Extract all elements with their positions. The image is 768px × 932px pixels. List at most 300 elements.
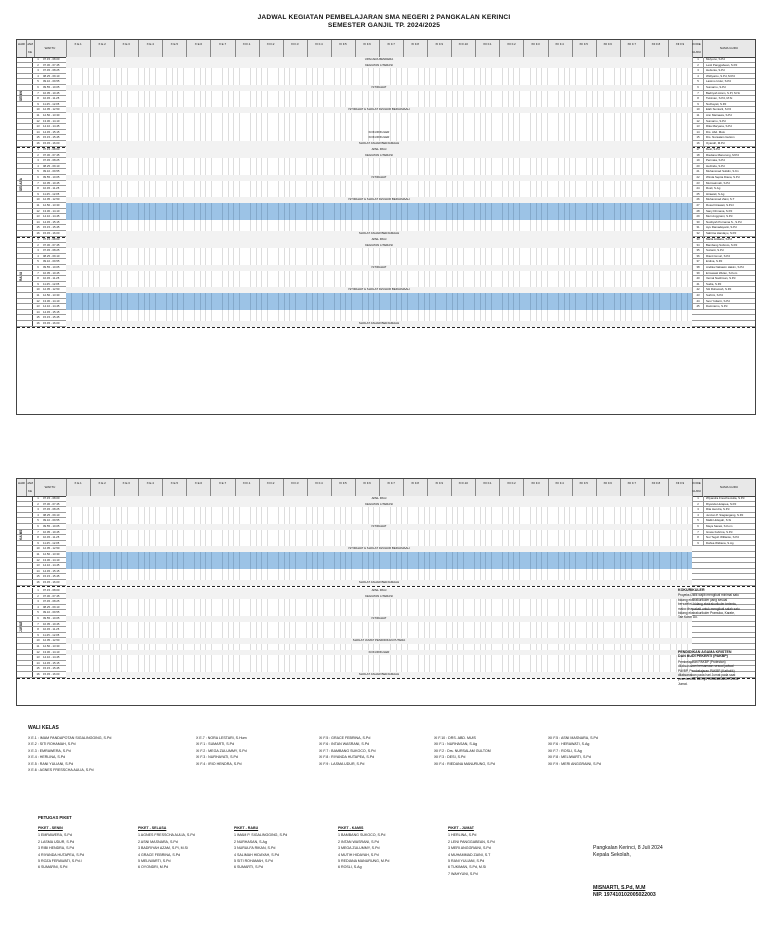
teacher-name: Nur Tegoh Willianto, S.Pd — [703, 535, 755, 541]
row-time: 13.30 - 14.10 — [43, 208, 60, 213]
day-name-rabu: RABU — [19, 272, 23, 282]
row-time: 15.15 - 15.45 — [43, 574, 60, 579]
piket-item: 5 ROZA FERAWATI, S.Pd.I — [38, 859, 82, 864]
wali-kelas-item: X E.6 : AGNES FRESSCHA AULIA, S.Pd — [28, 768, 94, 773]
class-header: XI F.3 — [283, 40, 308, 57]
piket-title: PETUGAS PIKET — [38, 815, 72, 820]
row-number: 9 — [37, 191, 39, 196]
row-number: 3 — [37, 507, 39, 512]
teacher-name: Vernal Nadirman, S.Pd — [703, 276, 755, 282]
teacher-number: 23 — [692, 181, 703, 187]
row-number: 2 — [37, 152, 39, 157]
row-number: 10 — [36, 546, 40, 551]
row-number: 12 — [36, 557, 40, 562]
row-time: 09.10 - 09.55 — [43, 79, 60, 84]
class-header: XI F.1 — [235, 40, 260, 57]
class-header: X E.5 — [162, 40, 187, 57]
band-label: KOKURIKULER — [368, 129, 390, 134]
row-number: 10 — [36, 287, 40, 292]
piket-item: 1 IMAM P. SIGALINGGING, S.Pd — [234, 833, 288, 838]
piket-item: 7 WAHYUNI, S.Pd — [448, 871, 478, 876]
row-time: 07.30 - 07.45 — [43, 593, 60, 598]
row-time: 10.05 - 10.45 — [43, 621, 60, 626]
teacher-number: 45 — [692, 304, 703, 310]
piket-item: 5 REDIANA MANURUNG, M.Pd — [338, 859, 390, 864]
row-time: 12.50 - 13.30 — [43, 552, 60, 556]
piket-item: 4 RIYANDA HUTAPEA, S.Pd — [38, 852, 84, 857]
wali-kelas-item: XII F.1 : NURHASAN, S.Ag — [434, 742, 478, 747]
row-number: 15 — [36, 666, 40, 671]
row-number: 5 — [37, 259, 39, 264]
wali-kelas-item: XI F.8 : RIYANDA HUTAPEA, S.Pd — [319, 755, 375, 760]
piket-item: 4 SALIMAH HIDAYAH, S.Pd — [234, 852, 280, 857]
teacher-number: 1 — [692, 57, 703, 63]
piket-item: 3 MERI ANGGRAINI, S.Pd — [448, 846, 491, 851]
class-header: X E.4 — [138, 479, 163, 496]
teacher-name: Hirawati, S.Ag — [703, 192, 755, 198]
teacher-name: Jenzan P. Siagiangang, S.Pd — [703, 513, 755, 519]
row-number: 16 — [36, 580, 40, 584]
row-number: 16 — [36, 321, 40, 325]
class-header: XII F.7 — [620, 479, 645, 496]
wali-kelas-item: XI F.4 : IRIO HENDRA, S.Pd — [196, 761, 242, 766]
class-header: XI F.8 — [403, 479, 428, 496]
piket-item: 4 MUTIH HIDAYAH, S.Pd — [338, 852, 379, 857]
row-time: 08.25 - 09.10 — [43, 163, 60, 168]
class-header: XI F.9 — [427, 40, 452, 57]
header-kode-guru-2: KODE GURU — [691, 479, 703, 496]
row-number: 13 — [36, 655, 40, 660]
row-time: 12.05 - 12.50 — [43, 197, 60, 202]
row-time: 10.45 - 11.25 — [43, 535, 60, 540]
class-header: XII F.9 — [668, 479, 693, 496]
band-label: ISTIRAHAT & SHOLAT DZUHUR BERJAMAAH — [348, 546, 410, 551]
teacher-number: 4 — [692, 513, 703, 519]
row-time: 08.25 - 09.10 — [43, 512, 60, 517]
teacher-name: Ayu Ramadayanti, S.Pd — [703, 225, 755, 231]
teacher-number: 10 — [692, 107, 703, 113]
row-number: 12 — [36, 649, 40, 654]
row-number: 4 — [37, 604, 39, 609]
piket-item: 1 BAMBANG SUKOCO, S.Pd — [338, 833, 386, 838]
row-number: 15 — [36, 135, 40, 140]
band-label: APEL PAGI — [371, 496, 387, 500]
teacher-number: 15 — [692, 135, 703, 141]
piket-item: 2 NURHASAN, S.Ag — [234, 839, 267, 844]
piket-item: 6 SUMARNI, S.Pd — [38, 865, 68, 870]
row-number: 12 — [36, 298, 40, 303]
wali-kelas-item: XI F.2 : MEGA ZULUMMY, S.Pd — [196, 748, 247, 753]
row-time: 09.55 - 10.05 — [43, 175, 60, 179]
teacher-name: Sumarno, S.Pd — [703, 119, 755, 125]
wali-kelas-col-5 — [548, 735, 601, 767]
wali-kelas-item: X E.1 : IMAM PANDAPOTAN SIGALINGGING, S.Pd — [28, 736, 112, 740]
class-header: XI F.7 — [379, 40, 404, 57]
class-header: XI F.2 — [259, 479, 284, 496]
header-nama-guru-2: NAMA GURU — [719, 485, 739, 489]
header-nama-guru: NAMA GURU — [719, 46, 739, 50]
class-header: X E.7 — [210, 40, 235, 57]
teacher-number: 41 — [692, 282, 703, 288]
wali-kelas-item: XI F.7 : BAMBANG SUKOCO, S.Pd — [319, 748, 376, 753]
teacher-number: 36 — [692, 254, 703, 260]
row-number: 3 — [37, 158, 39, 163]
row-time: 09.10 - 09.55 — [43, 169, 60, 174]
row-number: 11 — [36, 644, 40, 648]
row-number: 5 — [37, 79, 39, 84]
row-number: 4 — [37, 163, 39, 168]
wali-kelas-item: XI F.1 : SUMARTI, S.Pd — [196, 742, 235, 747]
row-number: 16 — [36, 141, 40, 145]
class-header: XI F.6 — [355, 479, 380, 496]
teacher-name: Maria Ardiana, S.Pd — [703, 237, 755, 243]
day-separator — [17, 327, 755, 328]
row-number: 16 — [36, 672, 40, 676]
teacher-number: 4 — [692, 74, 703, 80]
class-header: XI F.5 — [331, 40, 356, 57]
row-number: 10 — [36, 638, 40, 643]
teacher-number: 30 — [692, 220, 703, 226]
teacher-name: Rosa Fitrawati, S.Pd.I — [703, 203, 755, 209]
teacher-name: Nurdiyah Purnama S., S.Pd — [703, 220, 755, 226]
row-time: 07.30 - 07.45 — [43, 501, 60, 506]
teacher-name: Nurhayati, S.Pd — [703, 102, 755, 108]
piket-jumat-head: PIKET - JUMAT — [448, 826, 474, 830]
band-label: ISTIRAHAT — [371, 524, 387, 528]
piket-item: 2 ASNI MASNARA, S.Pd — [138, 839, 178, 844]
piket-item: 1 AGNES FRESSCHA AULIA, S.Pd — [138, 833, 195, 838]
class-header: XII F.5 — [572, 40, 597, 57]
teacher-name: Winda Septia Diana, S.Pd — [703, 175, 755, 181]
class-header: XI F.10 — [451, 40, 476, 57]
piket-item: 2 LASMA UDUR, S.Pd — [38, 839, 75, 844]
piket-item: 6 SUMARTI, S.Pd — [234, 865, 263, 870]
row-time: 13.30 - 14.10 — [43, 649, 60, 654]
teacher-number: 9 — [692, 102, 703, 108]
row-number: 14 — [36, 129, 40, 134]
piket-item: 3 MEGA ZULUMMY, S.Pd — [338, 846, 380, 851]
row-number: 1 — [37, 588, 39, 592]
row-time: 09.55 - 10.05 — [43, 524, 60, 528]
row-number: 2 — [37, 501, 39, 506]
note-pakbp — [678, 650, 740, 686]
band-label: SHOLAT ASHAR BERJAMAAH — [358, 141, 400, 145]
class-header: XII F.8 — [644, 479, 669, 496]
teacher-name: Riedana Manurung, M.Pd — [703, 153, 755, 159]
row-time: 14.45 - 15.15 — [43, 568, 60, 573]
row-number: 8 — [37, 96, 39, 101]
band-label: KEGIATAN LITERASI — [365, 242, 393, 247]
teacher-number: 6 — [692, 524, 703, 530]
teacher-number: 22 — [692, 175, 703, 181]
row-time: 14.10 - 14.45 — [43, 124, 60, 129]
piket-item: 6 ROSLI, S.Ag — [338, 865, 362, 870]
piket-item: 2 INTAN WASRANI, S.Pd — [338, 839, 379, 844]
teacher-name: Muhammad Zaini, S.T — [703, 197, 755, 203]
teacher-name: Maya Sarasi, S.Kom — [703, 524, 755, 530]
row-time: 12.50 - 13.30 — [43, 203, 60, 207]
row-number: 9 — [37, 540, 39, 545]
teacher-name: Meri Anggraini, S.Pd — [703, 214, 755, 220]
day-separator — [17, 678, 755, 679]
row-time: 13.30 - 14.10 — [43, 118, 60, 123]
wali-kelas-item: X E.4 : HERLINA, S.Pd — [28, 755, 66, 760]
piket-item: 6 OYONDRI, M.Pd — [138, 865, 169, 870]
row-number: 7 — [37, 270, 39, 275]
band-label: SHOLAT ASHAR BERJAMAAH — [358, 672, 400, 676]
class-header: XII F.4 — [548, 479, 573, 496]
row-number: 14 — [36, 309, 40, 314]
piket-kamis-head: PIKET - KAMIS — [338, 826, 364, 830]
row-time: 15.15 - 15.45 — [43, 666, 60, 671]
row-number: 11 — [36, 113, 40, 117]
row-time: 07.30 - 07.45 — [43, 62, 60, 67]
band-label: SHOLAT ASHAR BERJAMAAH — [358, 321, 400, 325]
row-number: 12 — [36, 118, 40, 123]
table-header — [17, 40, 755, 58]
header-jam: JAM KE — [26, 40, 35, 57]
teacher-number: 35 — [692, 248, 703, 254]
teacher-name: Lastmo Ustur, S.Pd — [703, 79, 755, 85]
class-header: XI F.3 — [283, 479, 308, 496]
band-label: APEL PAGI — [371, 147, 387, 151]
teacher-name: Bambang Subroto, S.Pd — [703, 243, 755, 249]
wali-kelas-item: XII F.2 : Drs. NURSALAM GULTOM — [434, 748, 491, 753]
row-time: 09.10 - 09.55 — [43, 610, 60, 615]
row-time: 11.25 - 12.05 — [43, 191, 60, 196]
row-time: 14.45 - 15.15 — [43, 660, 60, 665]
class-header: XI F.9 — [427, 479, 452, 496]
teacher-name: Oyandri, M.Pd — [703, 141, 755, 147]
piket-item: 5 SITI ROHAMAH, S.Pd — [234, 859, 273, 864]
wali-kelas-item: XII F.4 : RIEDANA MANURUNG, S.Pd — [434, 761, 495, 766]
class-header: XI F.8 — [403, 40, 428, 57]
wali-kelas-col-3 — [319, 735, 376, 767]
class-header: XII F.2 — [499, 479, 524, 496]
row-time: 10.05 - 10.45 — [43, 180, 60, 185]
band-label: ISTIRAHAT — [371, 85, 387, 89]
teacher-name: Sabrina Handayu, S.Pd — [703, 231, 755, 237]
row-number: 11 — [36, 552, 40, 556]
row-number: 9 — [37, 101, 39, 106]
piket-jumat — [448, 825, 495, 877]
teacher-number: 16 — [692, 141, 703, 147]
teacher-number: 26 — [692, 197, 703, 203]
row-number: 7 — [37, 621, 39, 626]
teacher-number: 11 — [692, 113, 703, 119]
row-time: 15.15 - 15.45 — [43, 225, 60, 230]
class-header: XII F.5 — [572, 479, 597, 496]
row-time: 15.45 - 16.00 — [43, 231, 60, 235]
class-header: X E.7 — [210, 479, 235, 496]
teacher-name: Rianti Ismuri, S.Pd — [703, 254, 755, 260]
teacher-number: 24 — [692, 186, 703, 192]
row-number: 15 — [36, 315, 40, 320]
teacher-name: Surbini, S.Pd — [703, 293, 755, 299]
note-pakbp-title: PENDIDIKAN AGAMA KRISTEN DAN BUDI PEKERTI (PAKBP) — [678, 650, 732, 659]
teacher-name: Drs. Abd. Muis — [703, 130, 755, 136]
row-number: 1 — [37, 147, 39, 151]
row-time: 15.15 - 15.45 — [43, 315, 60, 320]
row-number: 7 — [37, 180, 39, 185]
class-header: XI F.1 — [235, 479, 260, 496]
wali-kelas-item: XI F.9 : LASMA UDUR, S.Pd — [319, 761, 365, 766]
row-time: 10.05 - 10.45 — [43, 90, 60, 95]
piket-senin-head: PIKET - SENIN — [38, 826, 63, 830]
teacher-name: Rosli, S.Ag — [703, 186, 755, 192]
row-number: 5 — [37, 610, 39, 615]
teacher-number: 5 — [692, 79, 703, 85]
row-number: 12 — [36, 208, 40, 213]
class-header: XII F.3 — [523, 479, 548, 496]
band-label: ISTIRAHAT & SHOLAT DZUHUR BERJAMAAH — [348, 287, 410, 292]
header-waktu: WAKTU — [34, 40, 67, 57]
day-name-selasa: SELASA — [19, 178, 23, 192]
row-number: 14 — [36, 660, 40, 665]
teacher-name: Mutmainnah, S.Pd — [703, 181, 755, 187]
teacher-number: 3 — [692, 68, 703, 74]
teacher-name: Grace Febrina, S.Pd — [703, 530, 755, 536]
teacher-number: 8 — [692, 96, 703, 102]
row-time: 07.45 - 08.25 — [43, 248, 60, 253]
row-time: 14.10 - 14.45 — [43, 563, 60, 568]
teacher-name: Rika Maryana, S.Pd — [703, 124, 755, 130]
piket-item: 5 MELIWARTI, S.Pd — [138, 859, 171, 864]
band-label: UPACARA BENDERA — [364, 57, 394, 61]
teacher-name: Darmiarno, S.Pd — [703, 304, 755, 310]
band-label: ISTIRAHAT — [371, 616, 387, 620]
row-number: 15 — [36, 225, 40, 230]
class-header: XII F.4 — [548, 40, 573, 57]
teacher-name: Andika Nabawin Hakim, S.Pd — [703, 265, 755, 271]
teacher-name: Desi, S.Pd — [703, 147, 755, 153]
teacher-number: 14 — [692, 130, 703, 136]
band-label: APEL PAGI — [371, 237, 387, 241]
wali-kelas-section — [28, 725, 748, 773]
teacher-number: 6 — [692, 85, 703, 91]
row-time: 10.45 - 11.25 — [43, 96, 60, 101]
row-time: 07.30 - 07.45 — [43, 152, 60, 157]
row-time: 12.05 - 12.50 — [43, 638, 60, 643]
row-time: 08.25 - 09.10 — [43, 604, 60, 609]
row-number: 14 — [36, 219, 40, 224]
row-number: 6 — [37, 175, 39, 179]
row-number: 6 — [37, 616, 39, 620]
row-number: 8 — [37, 186, 39, 191]
row-time: 07.45 - 08.25 — [43, 599, 60, 604]
row-time: 15.15 - 15.45 — [43, 135, 60, 140]
teacher-number: 7 — [692, 91, 703, 97]
band-label: KOKURIKULER — [368, 135, 390, 140]
row-number: 13 — [36, 214, 40, 219]
header-hari-2: HARI — [17, 479, 27, 496]
teacher-name: Riyanda Hutapea, S.Pd — [703, 502, 755, 508]
teacher-name: Rita Hendra, S.Pd — [703, 507, 755, 513]
row-time: 07.45 - 08.25 — [43, 68, 60, 73]
teacher-number: 38 — [692, 265, 703, 271]
band-label: ISTIRAHAT — [371, 265, 387, 269]
teacher-name: Wiyandra Frescha Aulia, S.Pd — [703, 496, 755, 502]
row-number: 8 — [37, 627, 39, 632]
teacher-name: Lesti Panggabean, S.Pd — [703, 63, 755, 69]
row-time: 09.55 - 10.05 — [43, 85, 60, 89]
row-number: 5 — [37, 169, 39, 174]
piket-kamis — [338, 825, 389, 871]
note-kokurikuler — [678, 588, 740, 620]
row-number: 6 — [37, 85, 39, 89]
teacher-name: Mulyono, S.Pd — [703, 57, 755, 63]
wali-kelas-item: XI F.5 : GRACE FEBRINA, S.Pd — [319, 736, 371, 740]
teacher-number: 1 — [692, 496, 703, 502]
teacher-name: Ann Marnawa, S.Pd — [703, 113, 755, 119]
row-number: 2 — [37, 242, 39, 247]
day-name-jumat: JUMAT — [19, 621, 23, 633]
wali-kelas-title: WALI KELAS — [28, 725, 59, 731]
teacher-number: 2 — [692, 63, 703, 69]
row-time: 12.05 - 12.50 — [43, 287, 60, 292]
row-time: 12.05 - 12.50 — [43, 546, 60, 551]
teacher-name: Elah Sumiarti, S.Pd — [703, 107, 755, 113]
row-time: 07.45 - 08.25 — [43, 158, 60, 163]
band-label: SHOLAT JUMAT PENDIDIKAN PUTERA — [352, 638, 406, 643]
header-hari: HARI — [17, 40, 27, 57]
band-label: KEGIATAN LITERASI — [365, 152, 393, 157]
row-time: 11.25 - 12.05 — [43, 101, 60, 106]
row-number: 4 — [37, 73, 39, 78]
teacher-name: Herlenia, S.Pd — [703, 68, 755, 74]
row-number: 3 — [37, 248, 39, 253]
row-number: 5 — [37, 518, 39, 523]
teacher-number: 43 — [692, 293, 703, 299]
class-header: XI F.7 — [379, 479, 404, 496]
row-time: 12.50 - 13.30 — [43, 113, 60, 117]
row-time: 10.05 - 10.45 — [43, 529, 60, 534]
row-time: 11.25 - 12.05 — [43, 632, 60, 637]
band-label: ISTIRAHAT & SHOLAT DZUHUR BERJAMAAH — [348, 107, 410, 112]
row-time: 07.30 - 07.45 — [43, 242, 60, 247]
teacher-number: 18 — [692, 153, 703, 159]
row-number: 13 — [36, 304, 40, 309]
row-time: 15.45 - 16.00 — [43, 580, 60, 584]
day-name-kamis: KAMIS — [19, 530, 23, 541]
row-time: 07.15 - 08.00 — [43, 237, 60, 241]
teacher-number: 20 — [692, 164, 703, 170]
piket-selasa — [138, 825, 195, 871]
band-label: ISTIRAHAT & SHOLAT DZUHUR BERJAMAAH — [348, 197, 410, 202]
petugas-piket-section — [38, 815, 558, 876]
teacher-name: Sumarno, S.Pd — [703, 85, 755, 91]
header-jam-2: JAM KE — [26, 479, 35, 496]
day-name-senin: SENIN — [19, 91, 23, 102]
teacher-number: 42 — [692, 287, 703, 293]
row-number: 3 — [37, 68, 39, 73]
class-header: X E.2 — [90, 40, 115, 57]
class-header: XII F.6 — [596, 40, 621, 57]
teacher-number: 29 — [692, 214, 703, 220]
class-header: X E.6 — [186, 479, 211, 496]
wali-kelas-item: X E.7 : NORA LESTARI, S.Hum — [196, 736, 247, 740]
signature-nip: NIP. 197410102005022003 — [593, 892, 656, 898]
wali-kelas-col-4 — [434, 735, 495, 767]
piket-item: 5 RANI YULIANI, S.Pd — [448, 859, 485, 864]
row-number: 13 — [36, 124, 40, 129]
row-number: 7 — [37, 90, 39, 95]
row-number: 4 — [37, 512, 39, 517]
row-number: 6 — [37, 524, 39, 528]
wali-kelas-item: X E.2 : SITI ROHAMAH, S.Pd — [28, 742, 76, 747]
row-time: 14.45 - 15.15 — [43, 309, 60, 314]
row-number: 2 — [37, 62, 39, 67]
